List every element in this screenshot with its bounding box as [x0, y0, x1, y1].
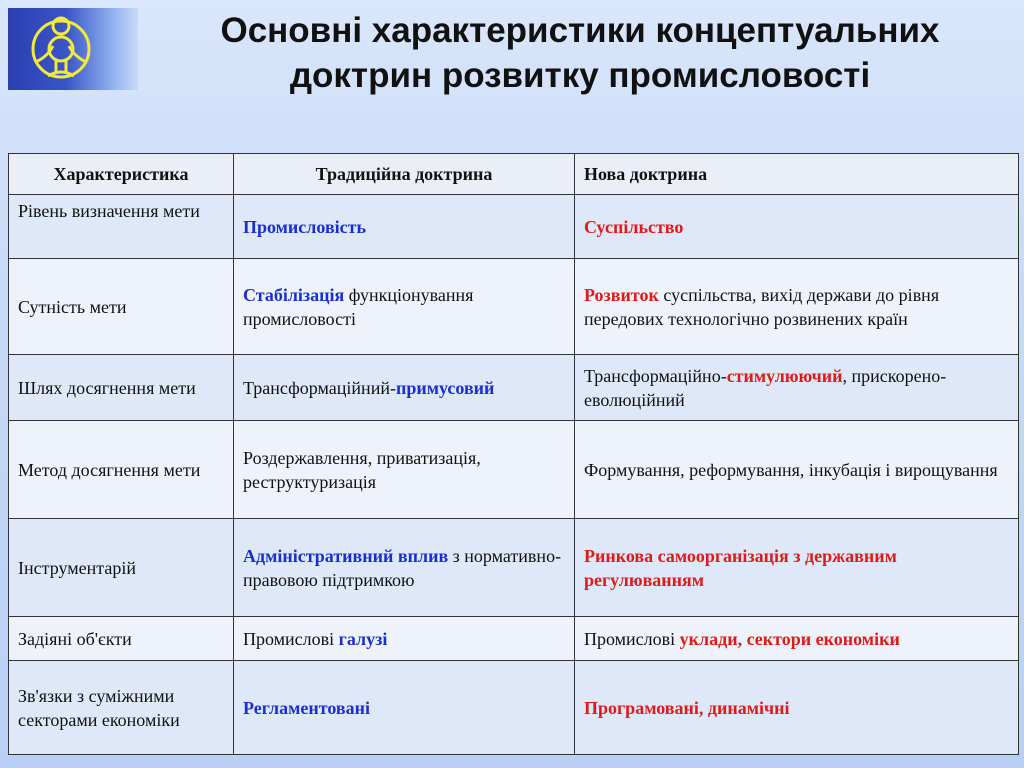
cell-new [575, 661, 1019, 755]
cell-new [575, 355, 1019, 421]
title-line-1: Основні характеристики концептуальних [220, 11, 940, 50]
cell-text: Задіяні об'єкти [18, 628, 132, 649]
cell-characteristic [9, 355, 234, 421]
cell-text: Роздержавлення, приватизація, реструктуризація [243, 447, 481, 492]
cell-text: , прискорено-еволюційний [584, 365, 947, 410]
cell-traditional [234, 259, 575, 355]
table-row [9, 195, 1019, 259]
cell-text: з нормативно-правовою підтримкою [243, 545, 562, 590]
cell-traditional [234, 617, 575, 661]
cell-characteristic [9, 259, 234, 355]
column-header-new: Нова доктрина [575, 154, 1019, 195]
cell-highlight: Регламентовані [243, 697, 370, 718]
table-row [9, 661, 1019, 755]
table-header-row [9, 154, 1019, 195]
cell-new [575, 259, 1019, 355]
logo [8, 8, 138, 90]
cell-text: Рівень визначення мети [18, 201, 200, 221]
cell-highlight: Стабілізація [243, 284, 345, 305]
title-line-2: доктрин розвитку промисловості [289, 56, 871, 95]
cell-highlight: Розвиток [584, 284, 659, 305]
table-row [9, 519, 1019, 617]
cell-highlight: галузі [338, 628, 388, 649]
cell-text: Формування, реформування, інкубація і вирощування [584, 459, 998, 480]
star-circle-logo-icon [26, 12, 96, 86]
cell-characteristic [9, 617, 234, 661]
cell-highlight: Ринкова самоорганізація з державним регулюванням [584, 545, 897, 590]
cell-text: Трансформаційний- [243, 377, 396, 398]
cell-highlight: Промисловість [243, 216, 367, 237]
cell-highlight: Суспільство [584, 216, 684, 237]
table-row [9, 617, 1019, 661]
cell-characteristic [9, 519, 234, 617]
column-header-characteristic: Характеристика [9, 154, 234, 195]
cell-highlight: Адміністративний вплив [243, 545, 449, 566]
cell-traditional [234, 355, 575, 421]
cell-traditional [234, 661, 575, 755]
cell-traditional [234, 519, 575, 617]
cell-highlight: примусовий [395, 377, 495, 398]
cell-highlight: Програмовані, динамічні [584, 697, 790, 718]
cell-characteristic [9, 661, 234, 755]
cell-traditional [234, 421, 575, 519]
column-header-traditional: Традиційна доктрина [234, 154, 575, 195]
cell-characteristic [9, 195, 234, 259]
table-row [9, 259, 1019, 355]
cell-new [575, 519, 1019, 617]
cell-text: Промислові [584, 628, 680, 649]
cell-new [575, 421, 1019, 519]
cell-text: Інструментарій [18, 557, 136, 578]
cell-text: суспільства, вихід держави до рівня передових технологічно розвинених країн [584, 284, 940, 329]
cell-text: Сутність мети [18, 296, 127, 317]
cell-highlight: уклади, сектори економіки [679, 628, 900, 649]
table-row [9, 421, 1019, 519]
cell-text: Зв'язки з суміжними секторами економіки [18, 685, 180, 730]
cell-text: Трансформаційно- [584, 365, 727, 386]
cell-characteristic [9, 421, 234, 519]
cell-new [575, 195, 1019, 259]
page-title [150, 8, 1010, 98]
cell-text: функціонування промисловості [243, 284, 474, 329]
cell-text: Метод досягнення мети [18, 459, 201, 480]
doctrine-comparison-table [8, 153, 1019, 755]
cell-text: Промислові [243, 628, 339, 649]
cell-text: Шлях досягнення мети [18, 377, 196, 398]
cell-highlight: стимулюючий [726, 365, 843, 386]
cell-traditional [234, 195, 575, 259]
cell-new [575, 617, 1019, 661]
table-row [9, 355, 1019, 421]
